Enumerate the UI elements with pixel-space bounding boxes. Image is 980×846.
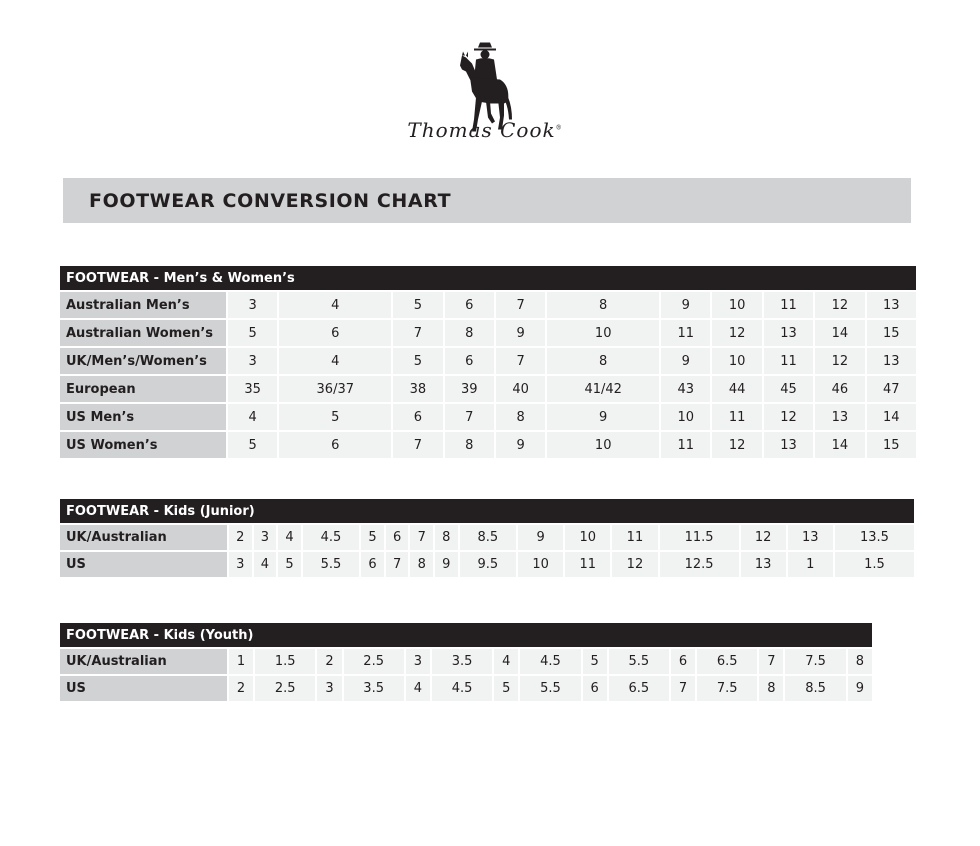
size-cell: 5 — [279, 404, 391, 430]
size-cell: 13 — [815, 404, 864, 430]
size-cell: 5 — [278, 552, 301, 577]
size-cell: 2.5 — [255, 676, 315, 701]
size-cell: 7 — [386, 552, 409, 577]
size-cell: 44 — [712, 376, 761, 402]
size-cell: 6 — [279, 432, 391, 458]
size-cell: 8 — [435, 525, 458, 550]
size-cell: 6 — [671, 649, 695, 674]
size-cell: 4 — [278, 525, 301, 550]
size-cell: 11.5 — [660, 525, 739, 550]
size-cell: 7 — [496, 348, 545, 374]
size-cell: 3.5 — [344, 676, 404, 701]
size-cell: 43 — [661, 376, 710, 402]
size-cell: 47 — [867, 376, 916, 402]
size-cell: 6 — [445, 348, 494, 374]
size-cell: 40 — [496, 376, 545, 402]
size-cell: 4.5 — [303, 525, 359, 550]
size-cell: 12 — [764, 404, 813, 430]
size-cell: 11 — [565, 552, 610, 577]
size-cell: 4 — [406, 676, 430, 701]
size-cell: 6 — [583, 676, 607, 701]
size-cell: 7 — [671, 676, 695, 701]
size-cell: 5 — [361, 525, 384, 550]
size-cell: 6 — [386, 525, 409, 550]
size-cell: 6.5 — [697, 649, 757, 674]
size-cell: 12 — [612, 552, 657, 577]
size-cell: 8.5 — [460, 525, 516, 550]
size-cell: 12 — [815, 348, 864, 374]
size-cell: 36/37 — [279, 376, 391, 402]
size-cell: 1.5 — [255, 649, 315, 674]
size-cell: 4.5 — [520, 649, 580, 674]
size-cell: 14 — [815, 320, 864, 346]
size-cell: 3 — [228, 292, 277, 318]
size-cell: 5 — [494, 676, 518, 701]
size-cell: 9 — [848, 676, 872, 701]
size-cell: 15 — [867, 432, 916, 458]
size-cell: 7 — [496, 292, 545, 318]
brand-name: Thomas Cook® — [407, 118, 563, 142]
size-cell: 3 — [406, 649, 430, 674]
row-label: US — [60, 676, 227, 701]
size-cell: 8 — [848, 649, 872, 674]
size-cell: 11 — [764, 292, 813, 318]
size-cell: 8 — [445, 432, 494, 458]
size-cell: 8.5 — [785, 676, 845, 701]
size-cell: 6.5 — [609, 676, 669, 701]
size-cell: 1.5 — [835, 552, 914, 577]
size-cell: 46 — [815, 376, 864, 402]
row-label: UK/Australian — [60, 649, 227, 674]
size-cell: 12 — [712, 432, 761, 458]
size-cell: 12 — [712, 320, 761, 346]
size-cell: 7 — [410, 525, 433, 550]
row-label: UK/Australian — [60, 525, 227, 550]
size-cell: 1 — [788, 552, 833, 577]
table-row — [60, 348, 916, 374]
size-cell: 10 — [518, 552, 563, 577]
title-banner — [63, 178, 911, 223]
table-header-row — [60, 266, 916, 290]
table-header-row — [60, 623, 872, 647]
table-title: FOOTWEAR - Kids (Youth) — [60, 623, 872, 647]
size-cell: 8 — [547, 292, 659, 318]
table-row — [60, 432, 916, 458]
size-cell: 10 — [565, 525, 610, 550]
size-cell: 14 — [815, 432, 864, 458]
mens-womens-size-table — [58, 264, 918, 460]
size-cell: 13 — [788, 525, 833, 550]
size-cell: 11 — [764, 348, 813, 374]
size-cell: 2 — [229, 676, 253, 701]
size-cell: 5.5 — [520, 676, 580, 701]
size-cell: 4 — [279, 348, 391, 374]
size-cell: 7 — [393, 320, 442, 346]
size-cell: 4 — [494, 649, 518, 674]
row-label: UK/Men’s/Women’s — [60, 348, 226, 374]
table-row — [60, 320, 916, 346]
size-cell: 2.5 — [344, 649, 404, 674]
size-cell: 9.5 — [460, 552, 516, 577]
size-cell: 38 — [393, 376, 442, 402]
row-label: European — [60, 376, 226, 402]
size-cell: 13 — [764, 320, 813, 346]
table-row — [60, 525, 914, 550]
kids-youth-size-table — [58, 621, 874, 703]
size-cell: 13 — [867, 292, 916, 318]
table-title: FOOTWEAR - Kids (Junior) — [60, 499, 914, 523]
table-row — [60, 552, 914, 577]
size-cell: 9 — [518, 525, 563, 550]
size-cell: 2 — [317, 649, 341, 674]
size-cell: 5 — [228, 320, 277, 346]
row-label: Australian Men’s — [60, 292, 226, 318]
size-cell: 3 — [229, 552, 252, 577]
row-label: US Men’s — [60, 404, 226, 430]
size-cell: 14 — [867, 404, 916, 430]
size-cell: 10 — [547, 432, 659, 458]
brand-logo — [400, 22, 570, 157]
size-cell: 5 — [393, 292, 442, 318]
size-cell: 4.5 — [432, 676, 492, 701]
size-cell: 9 — [435, 552, 458, 577]
table-row — [60, 676, 872, 701]
size-cell: 8 — [410, 552, 433, 577]
size-cell: 9 — [496, 432, 545, 458]
size-cell: 11 — [661, 432, 710, 458]
size-cell: 8 — [445, 320, 494, 346]
size-cell: 7 — [445, 404, 494, 430]
size-cell: 12 — [741, 525, 786, 550]
table-title: FOOTWEAR - Men’s & Women’s — [60, 266, 916, 290]
size-cell: 11 — [712, 404, 761, 430]
size-cell: 39 — [445, 376, 494, 402]
size-cell: 4 — [254, 552, 277, 577]
size-cell: 13 — [764, 432, 813, 458]
size-cell: 15 — [867, 320, 916, 346]
size-cell: 4 — [279, 292, 391, 318]
size-cell: 7.5 — [785, 649, 845, 674]
size-cell: 5 — [393, 348, 442, 374]
size-cell: 10 — [661, 404, 710, 430]
size-cell: 12 — [815, 292, 864, 318]
size-cell: 5.5 — [303, 552, 359, 577]
table-row — [60, 404, 916, 430]
size-cell: 9 — [661, 348, 710, 374]
size-cell: 41/42 — [547, 376, 659, 402]
size-cell: 1 — [229, 649, 253, 674]
size-cell: 3.5 — [432, 649, 492, 674]
size-cell: 4 — [228, 404, 277, 430]
size-cell: 6 — [279, 320, 391, 346]
row-label: US Women’s — [60, 432, 226, 458]
size-cell: 11 — [612, 525, 657, 550]
table-row — [60, 376, 916, 402]
size-cell: 6 — [361, 552, 384, 577]
size-cell: 5 — [583, 649, 607, 674]
size-cell: 12.5 — [660, 552, 739, 577]
size-cell: 3 — [228, 348, 277, 374]
kids-junior-size-table — [58, 497, 916, 579]
size-cell: 10 — [547, 320, 659, 346]
size-cell: 8 — [496, 404, 545, 430]
size-cell: 3 — [254, 525, 277, 550]
size-cell: 9 — [496, 320, 545, 346]
size-cell: 2 — [229, 525, 252, 550]
row-label: US — [60, 552, 227, 577]
size-cell: 9 — [661, 292, 710, 318]
size-cell: 7 — [759, 649, 783, 674]
page-title: FOOTWEAR CONVERSION CHART — [89, 190, 452, 212]
size-cell: 6 — [445, 292, 494, 318]
table-row — [60, 649, 872, 674]
size-cell: 5 — [228, 432, 277, 458]
size-cell: 13 — [867, 348, 916, 374]
size-cell: 7.5 — [697, 676, 757, 701]
size-cell: 10 — [712, 348, 761, 374]
table-header-row — [60, 499, 914, 523]
table-row — [60, 292, 916, 318]
size-cell: 5.5 — [609, 649, 669, 674]
size-cell: 45 — [764, 376, 813, 402]
size-cell: 13.5 — [835, 525, 914, 550]
size-cell: 35 — [228, 376, 277, 402]
size-cell: 7 — [393, 432, 442, 458]
size-cell: 13 — [741, 552, 786, 577]
size-cell: 9 — [547, 404, 659, 430]
size-cell: 11 — [661, 320, 710, 346]
size-cell: 6 — [393, 404, 442, 430]
size-cell: 3 — [317, 676, 341, 701]
size-cell: 8 — [759, 676, 783, 701]
size-cell: 10 — [712, 292, 761, 318]
row-label: Australian Women’s — [60, 320, 226, 346]
size-cell: 8 — [547, 348, 659, 374]
